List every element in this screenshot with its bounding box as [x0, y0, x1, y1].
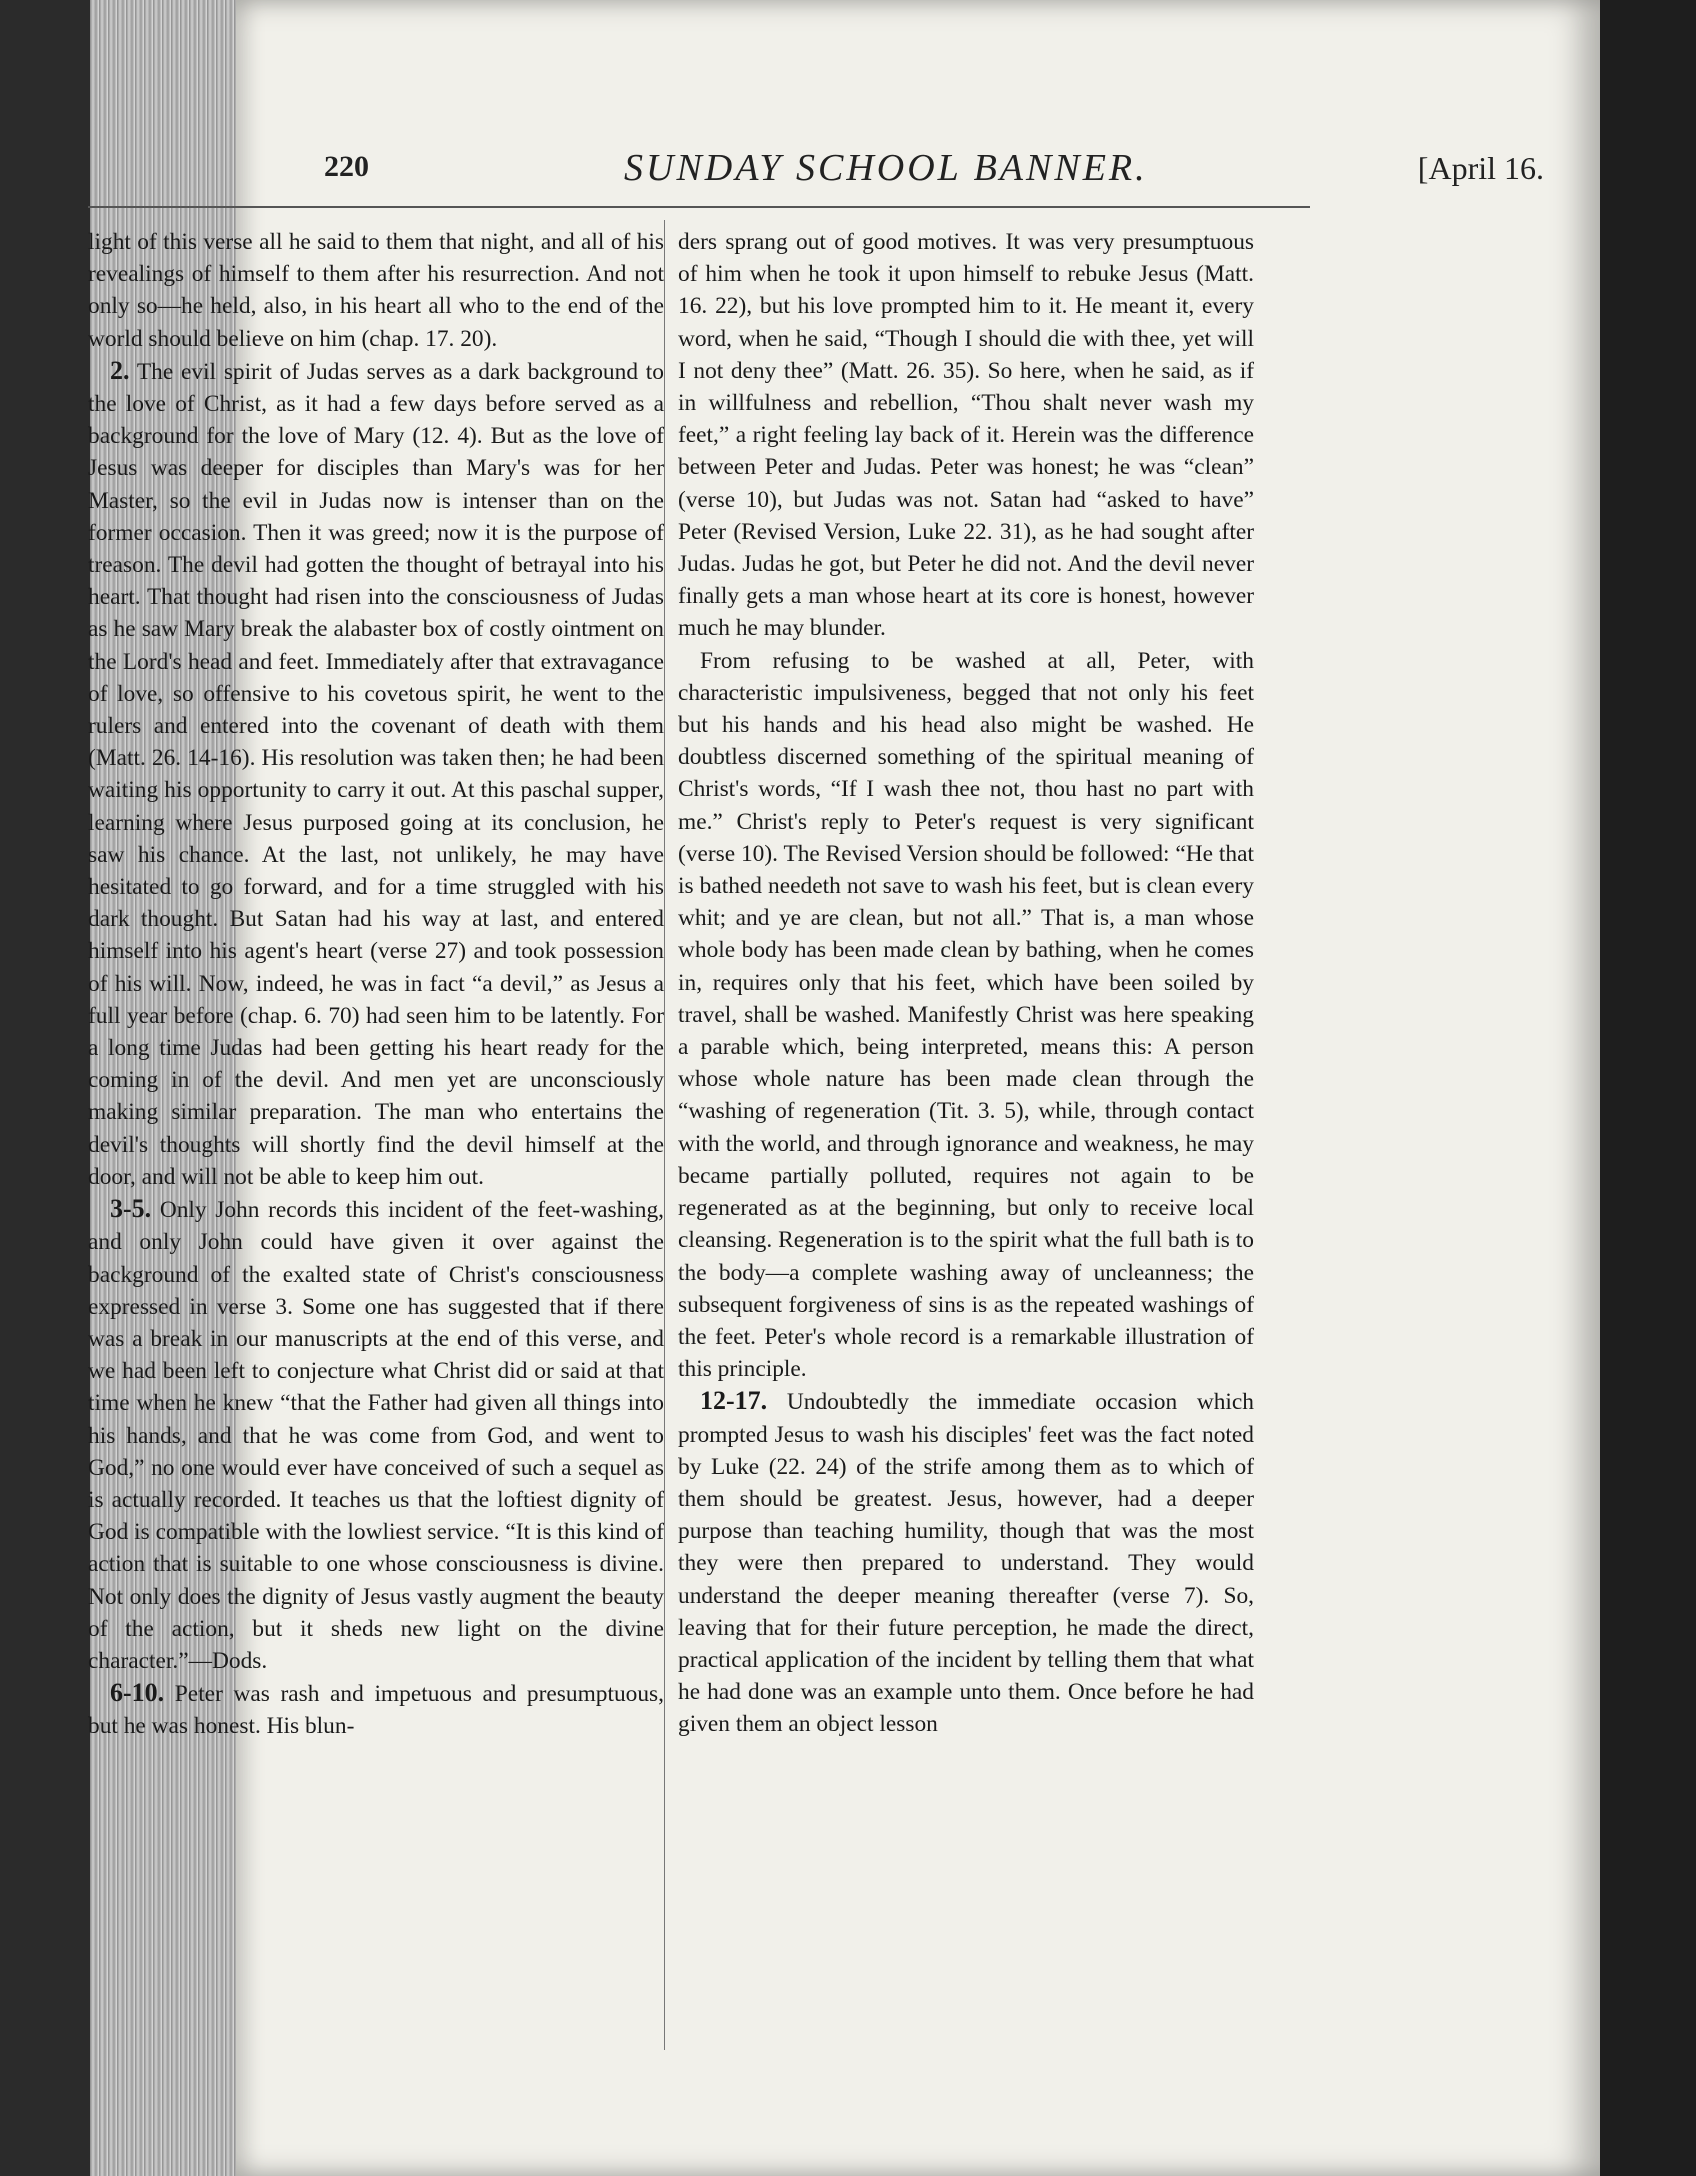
paragraph-text: From refusing to be washed at all, Peter, with characteristic impulsiveness, begged that not only his feet but his hands and his head also might be washed. He doubtless discerned something of the spiritual meaning of Christ's words, “If I wash thee not, thou hast no part with me.” Christ's reply to Peter's request is very significant (verse 10). The Revised Version should be followed: “He that is bathed needeth not save to wash his feet, but is clean every whit; and ye are clean, but not all.” That is, a man whose whole body has been made clean by bathing, when he comes in, requires only that his feet, which have been soiled by travel, shall be washed. Manifestly Christ was here speaking a parable which, being interpreted, means this: A person whose whole nature has been made clean through the “washing of regeneration (Tit. 3. 5), while, through contact with the world, and through ignorance and weakness, he may became partially polluted, requires not again to be regenerated as at the beginning, but only to receive local cleansing. Regeneration is to the spirit what the full bath is to the body—a complete washing away of uncleanness; the subsequent forgiveness of sins is as the repeated washings of the feet. Peter's whole record is a remarkable illustration of this principle. [678, 647, 1254, 1383]
issue-date: [April 16. [1417, 150, 1544, 186]
page-number: 220 [324, 150, 369, 183]
running-title: SUNDAY SCHOOL BANNER. [624, 147, 1148, 189]
paragraph-text: Undoubtedly the immediate occasion which prompted Jesus to wash his disciples' feet was the fact noted by Luke (22. 24) of the strife among them as to which of them should be greatest. Jesus, however, had a deeper purpose than teaching humility, though that was the most they were then prepared to understand. They would understand the deeper meaning thereafter (verse 7). So, leaving that for their future perception, he made the direct, practical application of the incident by telling them that what he had done was an example unto them. Once before he had given them an object lesson [678, 1389, 1254, 1738]
paragraph-text: ders sprang out of good motives. It was very presumptuous of him when he took it upon himself to rebuke Jesus (Matt. 16. 22), but his love prompted him to it. He meant it, every word, when he said, “Though I should die with thee, yet will I not deny thee” (Matt. 26. 35). So here, when he said, as if in willfulness and rebellion, “Thou shalt never wash my feet,” a right feeling lay back of it. Herein was the difference between Peter and Judas. Peter was honest; he was “clean” (verse 10), but Judas was not. Satan had “asked to have” Peter (Revised Version, Luke 22. 31), as he had sought after Judas. Judas he got, but Peter he did not. And the devil never finally gets a man whose heart at its core is honest, however much he may blunder. [678, 229, 1254, 642]
verse-number: 2. [110, 355, 130, 385]
paragraph [678, 226, 1254, 645]
paragraph [88, 1677, 664, 1742]
page-header [324, 146, 1544, 194]
left-column [88, 226, 664, 2046]
verse-number: 3-5. [110, 1194, 152, 1224]
paragraph-text: light of this verse all he said to them that night, and all of his revealings of himself to them after his resurrection. And not only so—he held, also, in his heart all who to the end of the world should believe on him (chap. 17. 20). [88, 229, 664, 352]
paragraph [88, 355, 664, 1193]
paragraph [678, 645, 1254, 1386]
right-column [678, 226, 1254, 2046]
verse-number: 12-17. [700, 1386, 768, 1416]
paragraph [678, 1385, 1254, 1740]
paragraph [88, 1193, 664, 1677]
paragraph-text: Peter was rash and impetuous and presumptuous, but he was honest. His blun- [88, 1681, 664, 1740]
paragraph-text: The evil spirit of Judas serves as a dark background to the love of Christ, as it had a few days before served as a background for the love of Mary (12. 4). But as the love of Jesus was deeper for disciples than Mary's was for her Master, so the evil in Judas now is intenser than on the former occasion. Then it was greed; now it is the purpose of treason. The devil had gotten the thought of betrayal into his heart. That thought had risen into the consciousness of Judas as he saw Mary break the alabaster box of costly ointment on the Lord's head and feet. Immediately after that extravagance of love, so offensive to his covetous spirit, he went to the rulers and entered into the covenant of death with them (Matt. 26. 14-16). His resolution was taken then; he had been waiting his opportunity to carry it out. At this paschal supper, learning where Jesus purposed going at its conclusion, he saw his chance. At the last, not unlikely, he may have hesitated to go forward, and for a time struggled with his dark thought. But Satan had his way at last, and entered himself into his agent's heart (verse 27) and took possession of his will. Now, indeed, he was in fact “a devil,” as Jesus a full year before (chap. 6. 70) had seen him to be latently. For a long time Judas had been getting his heart ready for the coming in of the devil. And men yet are unconsciously making similar preparation. The man who entertains the devil's thoughts will shortly find the devil himself at the door, and will not be able to keep him out. [88, 358, 664, 1190]
verse-number: 6-10. [110, 1678, 165, 1708]
column-divider [664, 220, 665, 2050]
header-rule [88, 206, 1310, 208]
paragraph-text: Only John records this incident of the feet-washing, and only John could have given it over against the background of the exalted state of Christ's consciousness expressed in verse 3. Some one has suggested that if there was a break in our manuscripts at the end of this verse, and we had been left to conjecture what Christ did or said at that time when he knew “that the Father had given all things into his hands, and that he was come from God, and went to God,” no one would ever have conceived of such a sequel as is actually recorded. It teaches us that the loftiest dignity of God is compatible with the lowliest service. “It is this kind of action that is suitable to one whose consciousness is divine. Not only does the dignity of Jesus vastly augment the beauty of the action, but it sheds new light on the divine character.”—Dods. [88, 1197, 664, 1674]
book-gutter-shadow [1600, 0, 1696, 2176]
paragraph [88, 226, 664, 355]
